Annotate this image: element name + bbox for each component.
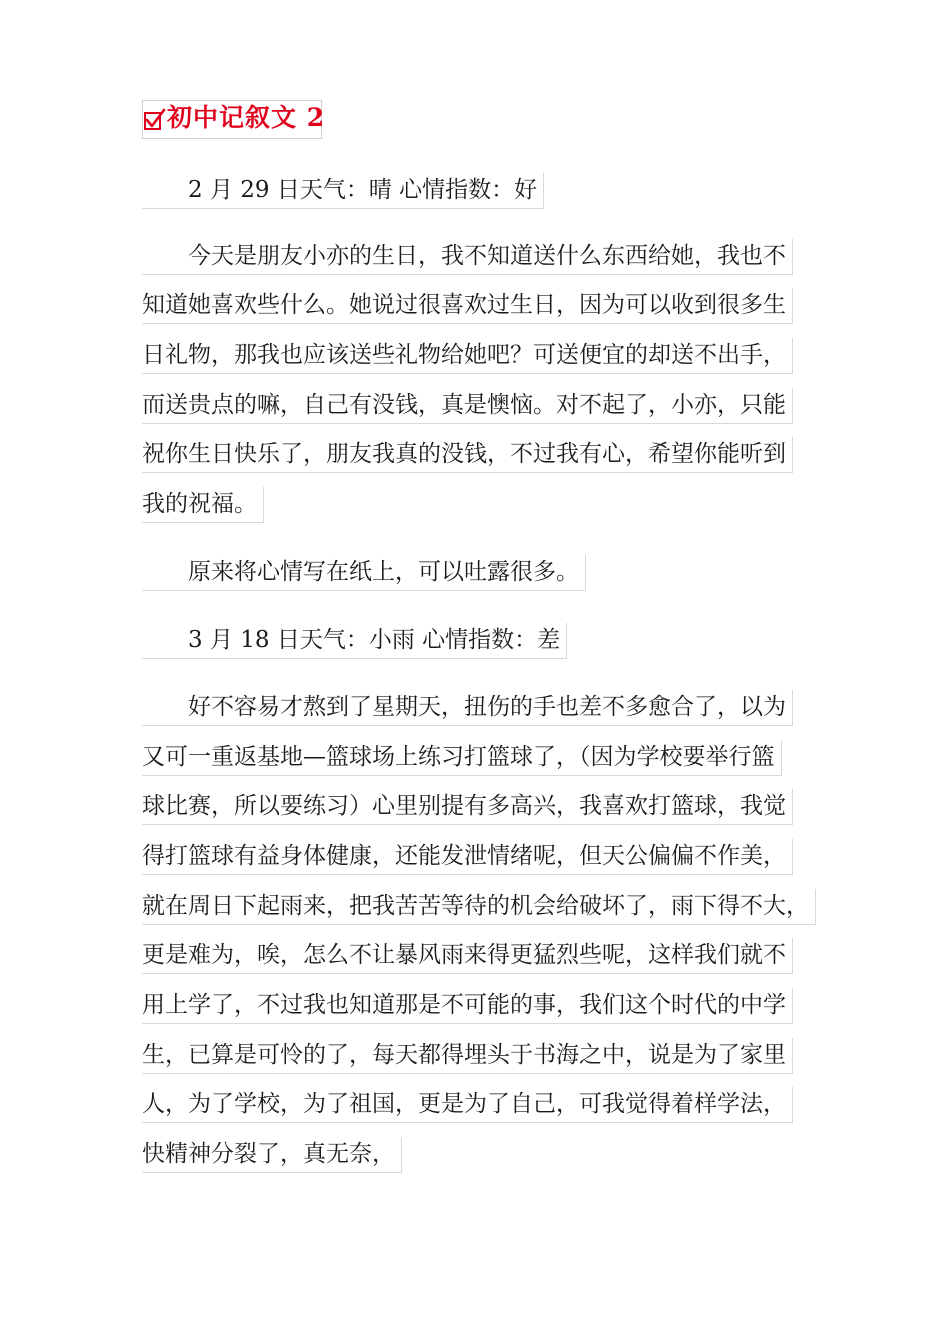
paragraph-line: 今天是朋友小亦的生日，我不知道送什么东西给她，我也不 [142, 239, 793, 275]
paragraph-line: 更是难为，唉，怎么不让暴风雨来得更猛烈些呢，这样我们就不 [142, 938, 793, 974]
paragraph-line: 生，已算是可怜的了，每天都得埋头于书海之中，说是为了家里 [142, 1038, 793, 1074]
document-title: 初中记叙文 2 [167, 103, 326, 132]
paragraph-line: 日礼物，那我也应该送些礼物给她吧？可送便宜的却送不出手， [142, 338, 793, 374]
paragraph-line: 祝你生日快乐了，朋友我真的没钱，不过我有心，希望你能听到 [142, 437, 793, 473]
paragraph-line: 球比赛，所以要练习）心里别提有多高兴，我喜欢打篮球，我觉 [142, 789, 793, 825]
paragraph-line: 我的祝福。 [142, 487, 264, 523]
paragraph-line: 就在周日下起雨来，把我苦苦等待的机会给破坏了，雨下得不大， [142, 889, 816, 925]
paragraph-line: 得打篮球有益身体健康，还能发泄情绪呢，但天公偏偏不作美， [142, 839, 793, 875]
paragraph-line: 知道她喜欢些什么。她说过很喜欢过生日，因为可以收到很多生 [142, 288, 793, 324]
entry-header: 2 月 29 日天气：晴 心情指数：好 [142, 173, 544, 209]
paragraph-line: 又可一重返基地—篮球场上练习打篮球了，（因为学校要举行篮 [142, 740, 782, 776]
paragraph-line: 原来将心情写在纸上，可以吐露很多。 [142, 555, 586, 591]
paragraph-line: 而送贵点的嘛，自己有没钱，真是懊恼。对不起了，小亦，只能 [142, 388, 793, 424]
entry-header: 3 月 18 日天气：小雨 心情指数：差 [142, 623, 567, 659]
paragraph-line: 人，为了学校，为了祖国，更是为了自己，可我觉得着样学法， [142, 1087, 793, 1123]
paragraph-line: 好不容易才熬到了星期天，扭伤的手也差不多愈合了，以为 [142, 690, 793, 726]
checkbox-checked-icon [144, 108, 166, 132]
paragraph-line: 用上学了，不过我也知道那是不可能的事，我们这个时代的中学 [142, 988, 793, 1024]
paragraph-line: 快精神分裂了，真无奈， [142, 1137, 402, 1173]
